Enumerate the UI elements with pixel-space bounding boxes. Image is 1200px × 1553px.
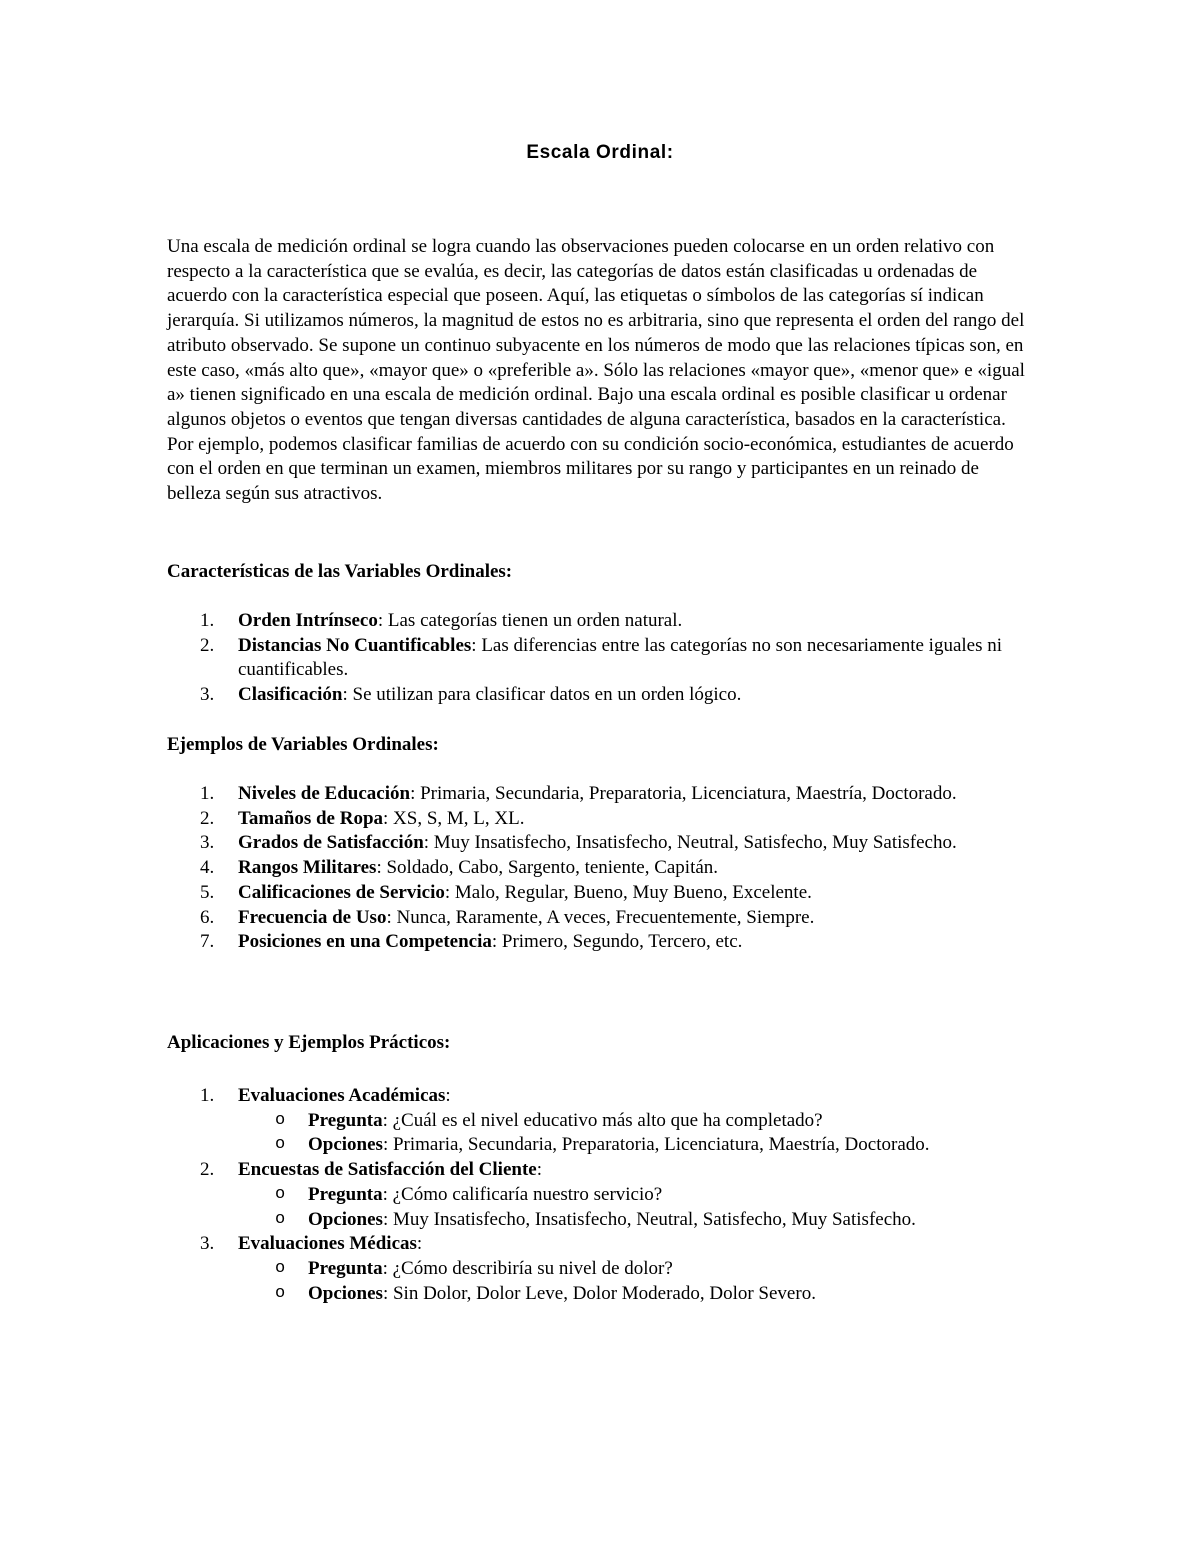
sub-item-term: Pregunta — [308, 1257, 383, 1279]
section-heading-aplicaciones: Aplicaciones y Ejemplos Prácticos: — [167, 1032, 451, 1053]
sub-list-item — [238, 1282, 1047, 1307]
item-text: : Muy Insatisfecho, Insatisfecho, Neutral, Satisfecho, Muy Satisfecho. — [423, 832, 957, 854]
list-item — [167, 906, 1047, 931]
list-item — [167, 807, 1047, 832]
ejemplos-list — [167, 782, 1047, 955]
item-text: : — [416, 1233, 423, 1255]
intro-paragraph: Una escala de medición ordinal se logra cuando las observaciones pueden colocarse en un orden relativo con respecto a la característica que se evalúa, es decir, las categorías de datos están clasificadas u ordenadas de acuerdo con la característica especial que poseen. Aquí, las etiquetas o símbolos de las categorías sí indican jerarquía. Si utilizamos números, la magnitud de estos no es arbitraria, sino que representa el orden del rango del atributo observado. Se supone un continuo subyacente en los números de modo que las relaciones típicas son, en este caso, «más alto que», «mayor que» o «preferible a». Sólo las relaciones «mayor que», «menor que» e «igual a» tienen significado en una escala de medición ordinal. Bajo una escala ordinal es posible clasificar u ordenar algunos objetos o eventos que tengan diversas cantidades de alguna característica, basados en la característica. Por ejemplo, podemos clasificar familias de acuerdo con su condición socio-económica, estudiantes de acuerdo con el orden en que terminan un examen, miembros militares por su rango y participantes en un reinado de belleza según sus atractivos. — [167, 236, 1025, 505]
sub-item-term: Opciones — [308, 1208, 383, 1230]
item-text: : — [536, 1159, 542, 1181]
sub-item-text: : ¿Cuál es el nivel educativo más alto que ha completado? — [382, 1109, 823, 1131]
list-item — [167, 930, 1047, 955]
sub-list-item — [238, 1183, 1047, 1208]
sub-list — [238, 1109, 1047, 1158]
sub-list-item — [238, 1257, 1047, 1282]
item-term: Evaluaciones Académicas — [238, 1085, 446, 1106]
sub-item-term: Pregunta — [308, 1183, 383, 1205]
list-item — [167, 831, 1047, 856]
item-term: Encuestas de Satisfacción del Cliente — [238, 1159, 537, 1181]
item-text: : XS, S, M, L, XL. — [383, 807, 525, 829]
list-number: 5. — [200, 881, 215, 903]
item-text: : Las categorías tienen un orden natural. — [377, 610, 683, 631]
list-number: 7. — [200, 931, 215, 953]
sub-item-text: : Sin Dolor, Dolor Leve, Dolor Moderado, Dolor Severo. — [382, 1282, 816, 1304]
sub-item-term: Pregunta — [308, 1109, 383, 1131]
sub-list-item — [238, 1208, 1047, 1233]
list-number: 2. — [200, 807, 215, 829]
item-term: Orden Intrínseco — [238, 610, 378, 631]
list-item — [167, 634, 1047, 683]
bullet-icon: o — [275, 1283, 286, 1303]
sub-item-text: : Primaria, Secundaria, Preparatoria, Licenciatura, Maestría, Doctorado. — [382, 1134, 930, 1156]
list-item — [167, 782, 1047, 807]
list-item — [167, 856, 1047, 881]
list-number: 2. — [200, 1159, 215, 1181]
list-item — [167, 683, 1047, 708]
item-text: : Primaria, Secundaria, Preparatoria, Licenciatura, Maestría, Doctorado. — [410, 783, 957, 804]
sub-list — [238, 1257, 1047, 1306]
list-item — [167, 1084, 1047, 1158]
bullet-icon: o — [275, 1184, 286, 1204]
sub-list-item — [238, 1109, 1047, 1134]
item-term: Posiciones en una Competencia — [238, 931, 492, 953]
item-text: : Nunca, Raramente, A veces, Frecuentemente, Siempre. — [386, 906, 815, 928]
list-number: 6. — [200, 906, 215, 928]
list-number: 2. — [200, 634, 215, 656]
sub-item-term: Opciones — [308, 1134, 383, 1156]
sub-item-text: : Muy Insatisfecho, Insatisfecho, Neutral, Satisfecho, Muy Satisfecho. — [382, 1208, 916, 1230]
list-item — [167, 1232, 1047, 1306]
list-number: 1. — [200, 1085, 215, 1106]
item-term: Niveles de Educación — [238, 783, 411, 804]
list-number: 4. — [200, 857, 215, 879]
item-text: : Primero, Segundo, Tercero, etc. — [491, 931, 743, 953]
bullet-icon: o — [275, 1110, 286, 1130]
item-text: : Soldado, Cabo, Sargento, teniente, Capitán. — [376, 857, 719, 879]
list-number: 3. — [200, 684, 215, 706]
item-term: Evaluaciones Médicas — [238, 1233, 417, 1255]
item-text: : Se utilizan para clasificar datos en un orden lógico. — [342, 684, 742, 706]
sub-item-text: : ¿Cómo calificaría nuestro servicio? — [382, 1183, 663, 1205]
bullet-icon: o — [275, 1135, 286, 1155]
aplicaciones-list — [167, 1084, 1047, 1306]
section-heading-ejemplos: Ejemplos de Variables Ordinales: — [167, 734, 439, 755]
bullet-icon: o — [275, 1209, 286, 1229]
list-number: 1. — [200, 783, 215, 804]
caracteristicas-list — [167, 609, 1047, 708]
page-title: Escala Ordinal: — [526, 142, 674, 163]
sub-list — [238, 1183, 1047, 1232]
list-item — [167, 1158, 1047, 1232]
sub-item-text: : ¿Cómo describiría su nivel de dolor? — [382, 1257, 673, 1279]
item-text: : Malo, Regular, Bueno, Muy Bueno, Excelente. — [444, 881, 812, 903]
item-term: Distancias No Cuantificables — [238, 634, 472, 656]
list-number: 3. — [200, 1233, 215, 1255]
list-number: 3. — [200, 832, 215, 854]
item-term: Frecuencia de Uso — [238, 906, 387, 928]
item-term: Grados de Satisfacción — [238, 832, 424, 854]
item-term: Clasificación — [238, 684, 343, 706]
bullet-icon: o — [275, 1258, 286, 1278]
item-term: Tamaños de Ropa — [238, 807, 384, 829]
item-text: : Las diferencias entre las categorías no son necesariamente iguales ni cuantificables. — [238, 634, 1003, 681]
sub-item-term: Opciones — [308, 1282, 383, 1304]
list-item — [167, 609, 1047, 634]
item-term: Calificaciones de Servicio — [238, 881, 445, 903]
list-number: 1. — [200, 610, 215, 631]
list-item — [167, 881, 1047, 906]
section-heading-caracteristicas: Características de las Variables Ordinales: — [167, 561, 513, 582]
item-term: Rangos Militares — [238, 857, 377, 879]
sub-list-item — [238, 1133, 1047, 1158]
item-text: : — [445, 1085, 451, 1106]
